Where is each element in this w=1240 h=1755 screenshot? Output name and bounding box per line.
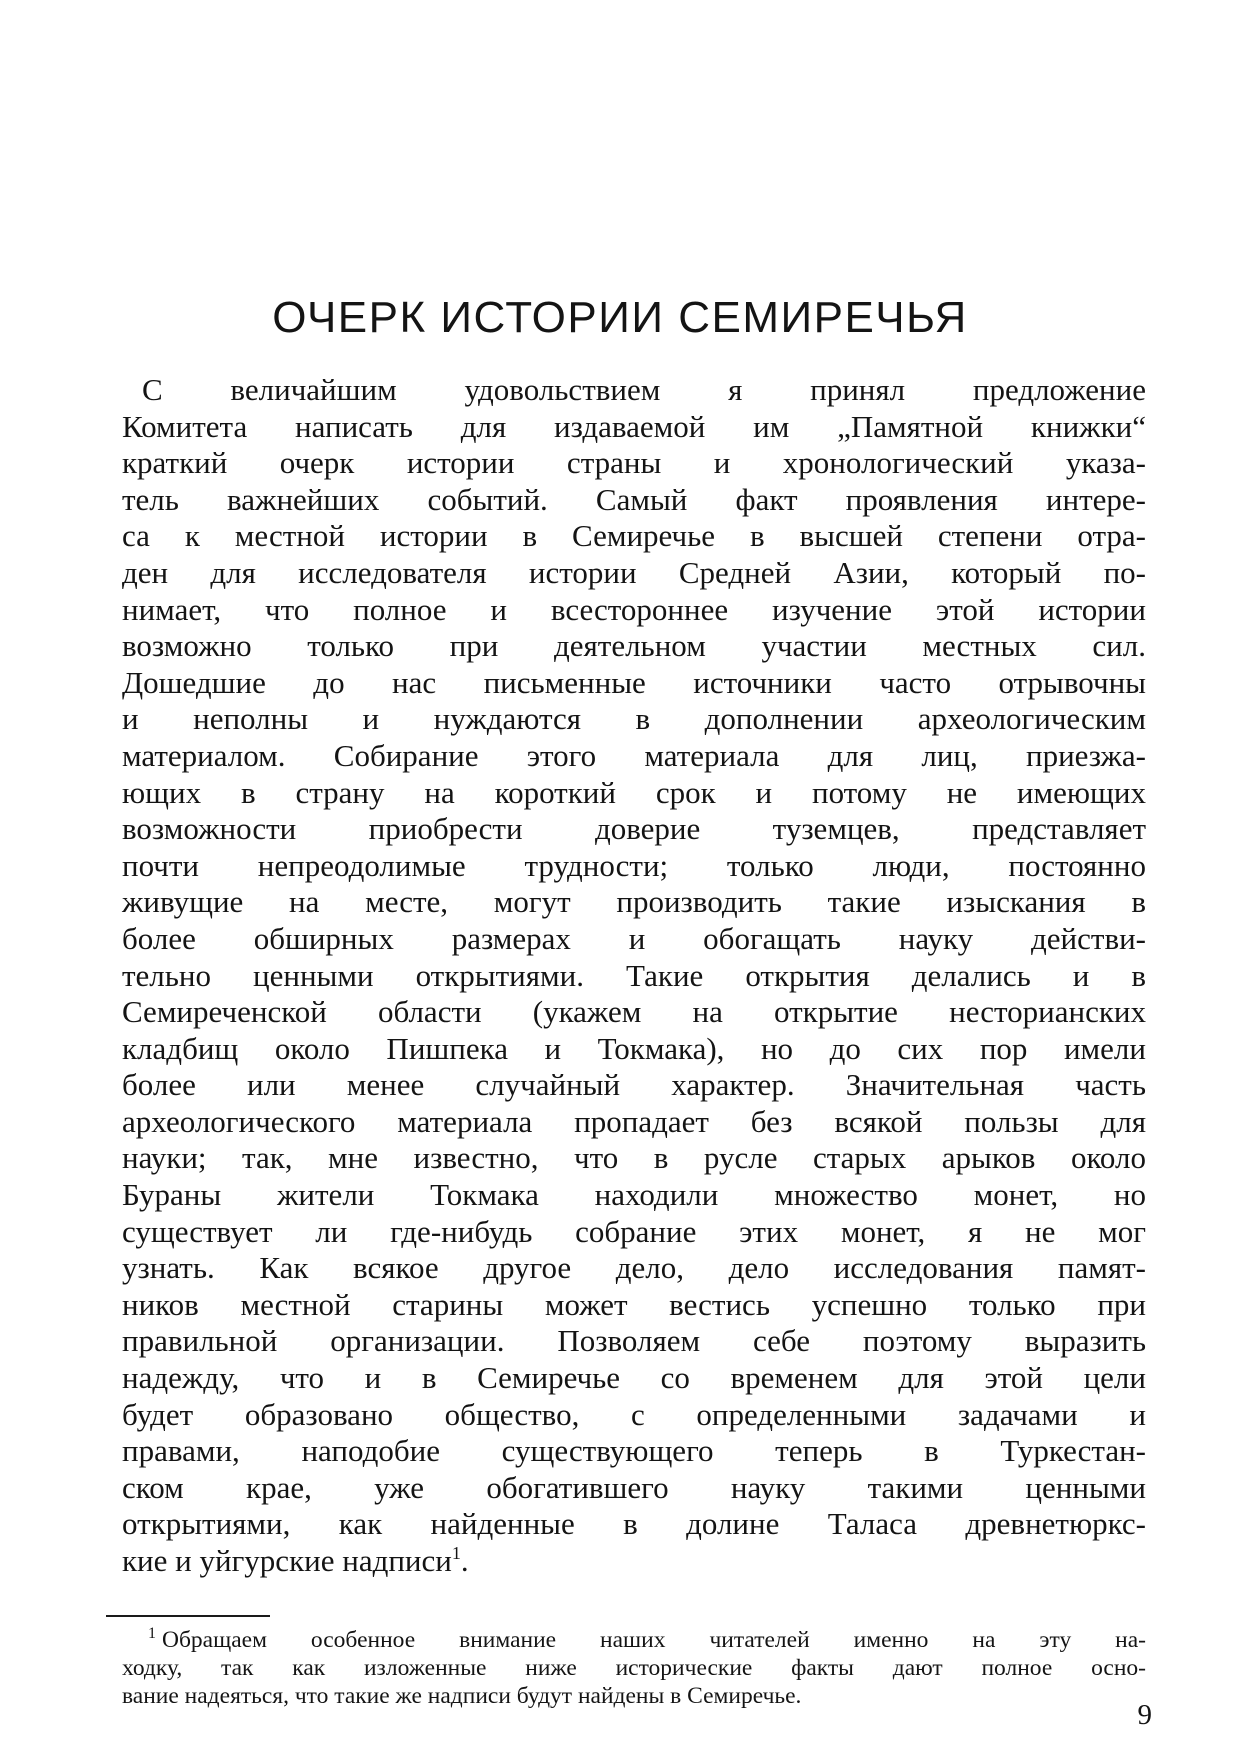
text-line: живущие на месте, могут производить такие изыскания в (122, 884, 1146, 920)
text-line: правильной организации. Позволяем себе поэтому выразить (122, 1323, 1146, 1359)
page-title: ОЧЕРК ИСТОРИИ СЕМИРЕЧЬЯ (272, 293, 968, 342)
text-line: существует ли где-нибудь собрание этих монет, я не мог (122, 1213, 1146, 1249)
text-line: ден для исследователя истории Средней Азии, который по- (122, 554, 1146, 590)
footnote-line (122, 1626, 1146, 1654)
footnote-line: вание надеяться, что такие же надписи будут найдены в Семиречье. (122, 1683, 802, 1709)
text-line: са к местной истории в Семиречье в высшей степени отра- (122, 518, 1146, 554)
text-line: и неполны и нуждаются в дополнении археологическим (122, 701, 1146, 737)
text-line: Комитета написать для издаваемой им „Памятной книжки“ (122, 408, 1146, 444)
text-line: Бураны жители Токмака находили множество монет, но (122, 1177, 1146, 1213)
text-line: почти непреодолимые трудности; только люди, постоянно (122, 847, 1146, 883)
text-line: будет образовано общество, с определенными задачами и (122, 1396, 1146, 1432)
text-line: узнать. Как всякое другое дело, дело исследования памят- (122, 1250, 1146, 1286)
text-line: археологического материала пропадает без всякой пользы для (122, 1103, 1146, 1139)
text-line: Дошедшие до нас письменные источники часто отрывочны (122, 664, 1146, 700)
footnote (122, 1626, 1146, 1710)
text-line: ском крае, уже обогатившего науку такими ценными (122, 1469, 1146, 1505)
text-line: более обширных размерах и обогащать науку действи- (122, 920, 1146, 956)
body-text (122, 372, 1146, 1580)
text-line: кладбищ около Пишпека и Токмака), но до сих пор имели (122, 1030, 1146, 1066)
text-line: правами, наподобие существующего теперь в Туркестан- (122, 1433, 1146, 1469)
page-number: 9 (1137, 1699, 1152, 1731)
text-line: материалом. Собирание этого материала для лиц, приезжа- (122, 737, 1146, 773)
text-line: возможности приобрести доверие туземцев, представляет (122, 811, 1146, 847)
footnote-line: ходку, так как изложенные ниже исторические факты дают полное осно- (122, 1655, 1146, 1681)
footnote-divider (106, 1615, 270, 1617)
text-line: краткий очерк истории страны и хронологический указа- (122, 445, 1146, 481)
text-line-content: кие и уйгурские надписи (122, 1543, 452, 1578)
text-line: ников местной старины может вестись успешно только при (122, 1286, 1146, 1322)
text-line: С величайшим удовольствием я принял предложение (142, 372, 1146, 407)
text-line: нимает, что полное и всестороннее изучение этой истории (122, 591, 1146, 627)
text-line: науки; так, мне известно, что в русле старых арыков около (122, 1140, 1146, 1176)
footnote-mark: 1 (148, 1625, 156, 1642)
text-line: тельно ценными открытиями. Такие открытия делались и в (122, 957, 1146, 993)
text-line: возможно только при деятельном участии местных сил. (122, 628, 1146, 664)
text-line: более или менее случайный характер. Значительная часть (122, 1067, 1146, 1103)
text-line-last: кие и уйгурские надписи$^1$. (122, 1543, 469, 1578)
text-line: Семиреченской области (укажем на открытие несторианских (122, 994, 1146, 1030)
footnote-reference: 1 (451, 1543, 461, 1563)
text-line: открытиями, как найденные в долине Таласа древнетюркс- (122, 1506, 1146, 1542)
text-line: тель важнейших событий. Самый факт проявления интере- (122, 481, 1146, 517)
footnote-line-text: Обращаем особенное внимание наших читателей именно на эту на- (162, 1627, 1146, 1653)
text-line: надежду, что и в Семиречье со временем для этой цели (122, 1360, 1146, 1396)
text-line: ющих в страну на короткий срок и потому не имеющих (122, 774, 1146, 810)
